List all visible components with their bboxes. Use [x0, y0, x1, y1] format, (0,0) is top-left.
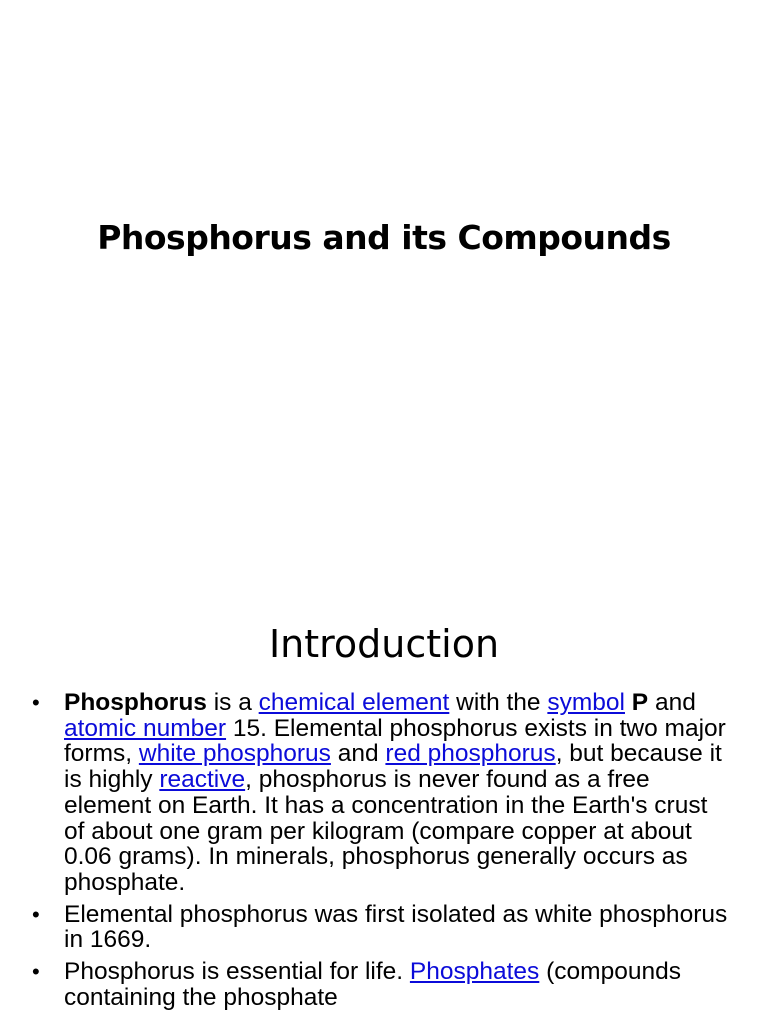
bullet-list: [0, 690, 768, 1016]
list-item: [0, 959, 768, 1010]
list-item: [0, 690, 768, 896]
term-phosphorus: Phosphorus: [64, 689, 207, 716]
bullet-marker: •: [32, 959, 40, 985]
text-run: (compounds containing the phosphate: [64, 958, 681, 1011]
text-run: , phosphorus is never found as a free element on Earth. It has a concentration in the Earth's crust of about one gram per kilogram (compare copper at about 0.06 grams). In minerals, phosphorus generally occurs as phosphate.: [64, 766, 708, 896]
section-heading: Introduction: [268, 622, 500, 666]
symbol-p: P: [631, 689, 649, 716]
link-symbol[interactable]: symbol: [547, 689, 625, 716]
text-run: is a: [206, 689, 259, 716]
bullet-marker: •: [32, 690, 40, 715]
link-phosphates[interactable]: Phosphates: [409, 958, 540, 986]
text-run: [625, 689, 632, 716]
text-run: Elemental phosphorus was first isolated as white phosphorus in 1669.: [64, 900, 728, 954]
text-run: and: [648, 689, 696, 716]
bullet-marker: •: [32, 901, 40, 927]
text-run: with the: [449, 689, 548, 716]
text-run: Phosphorus is essential for life.: [64, 958, 410, 986]
list-item: [0, 902, 768, 953]
text-run: 15. Elemental phosphorus exists in two major forms,: [64, 714, 726, 768]
link-atomic-number[interactable]: atomic number: [64, 714, 227, 742]
slide-title: Phosphorus and its Compounds: [97, 218, 671, 257]
link-chemical-element[interactable]: chemical element: [258, 689, 450, 716]
text-run: , but because it is highly: [64, 740, 722, 794]
link-red-phosphorus[interactable]: red phosphorus: [385, 740, 556, 768]
link-reactive[interactable]: reactive: [159, 766, 246, 794]
text-run: and: [330, 740, 386, 768]
link-white-phosphorus[interactable]: white phosphorus: [138, 740, 331, 768]
